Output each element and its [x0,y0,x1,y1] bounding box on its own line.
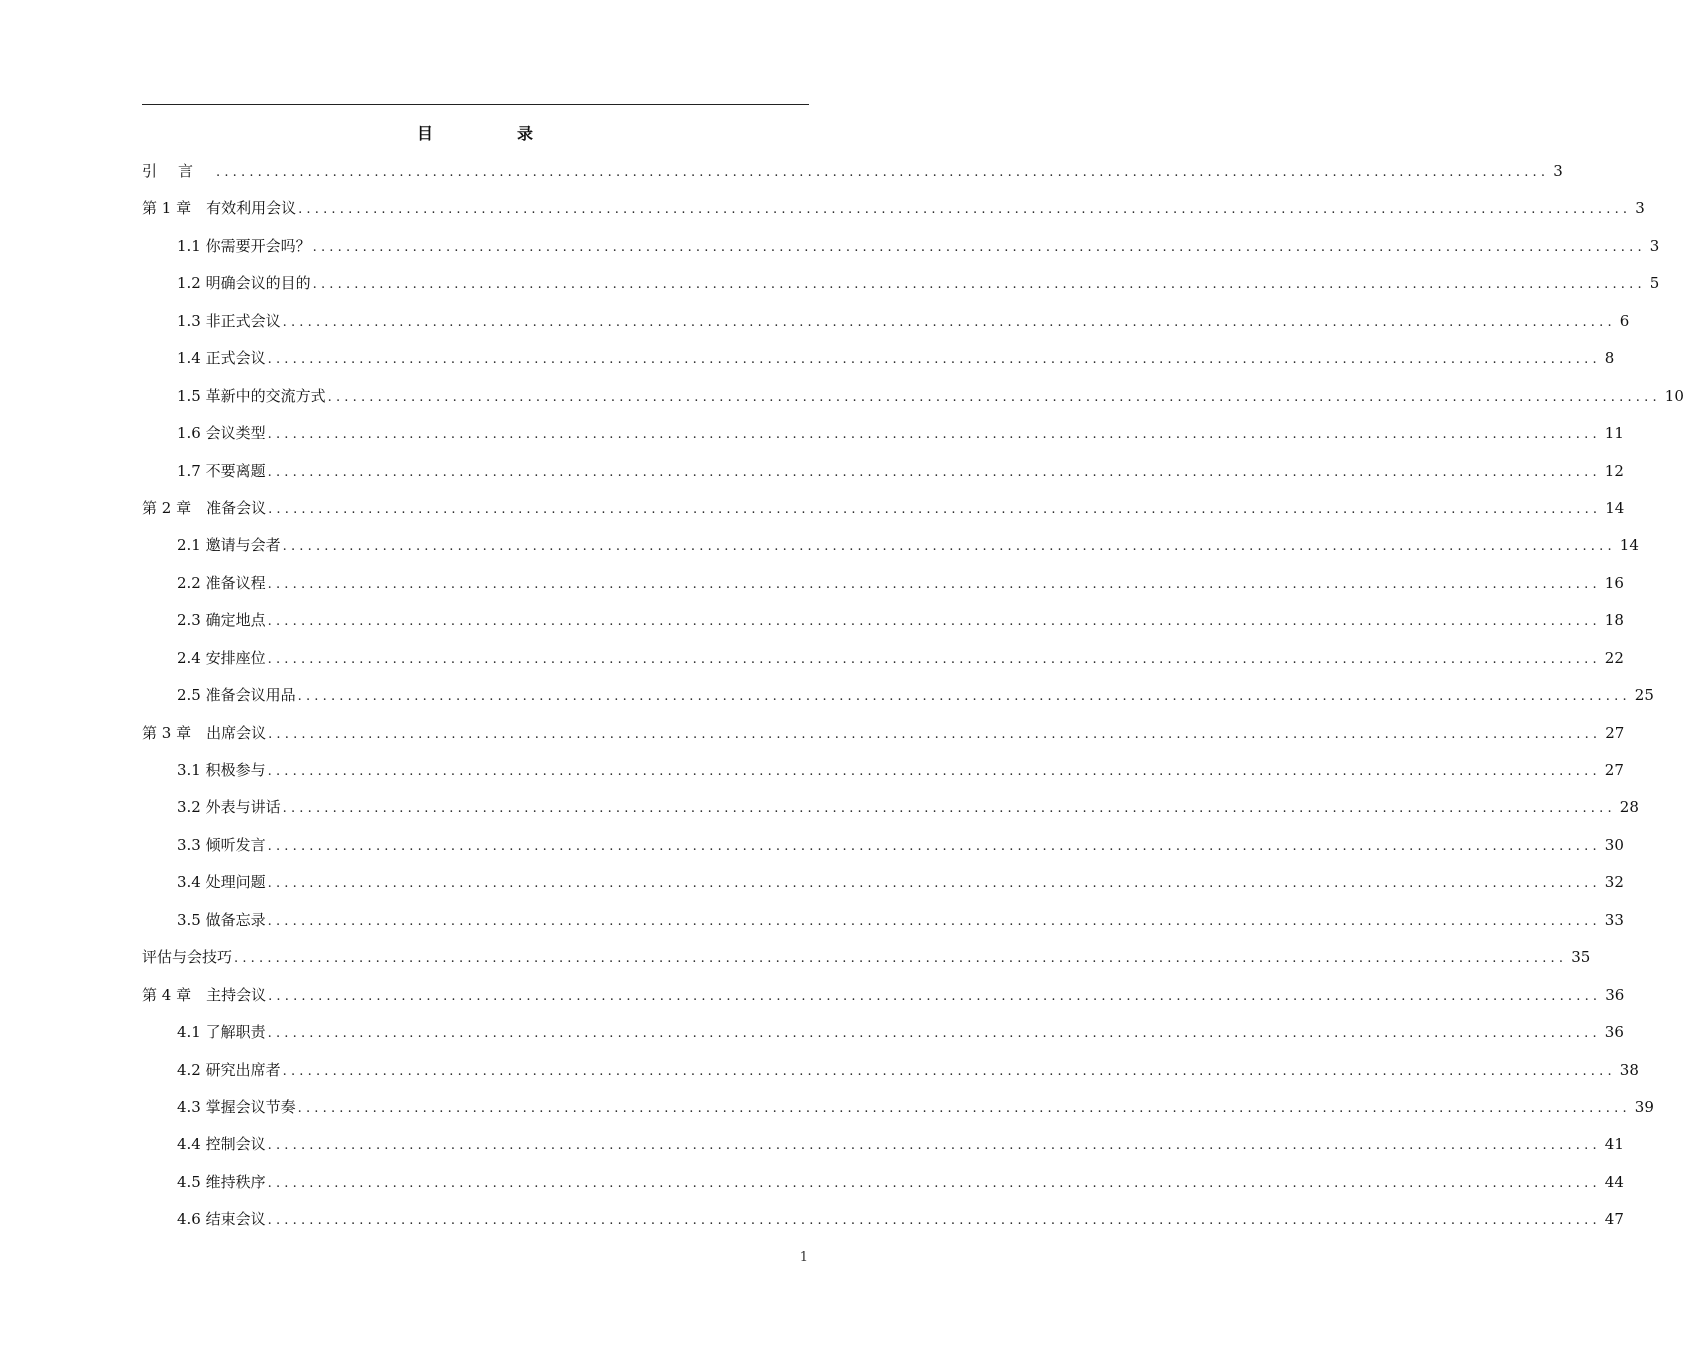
toc-entry-page: 27 [1604,761,1624,779]
toc-entry-page: 41 [1604,1135,1624,1154]
toc-entry[interactable] [142,159,1563,196]
dot-leader: ................................................................................................................................................................ [312,239,1646,255]
toc-entry-label: 4.5 维持秩序 [177,1172,266,1191]
dot-leader: ................................................................................................................................................................ [268,988,1602,1004]
toc-entry[interactable] [142,421,1624,458]
toc-entry[interactable] [142,945,1591,982]
dot-leader: ................................................................................................................................................................ [268,726,1602,742]
dot-leader: ................................................................................................................................................................ [298,202,1632,218]
toc-entry[interactable] [142,496,1625,533]
toc-entry-page: 8 [1604,349,1615,368]
toc-entry-label: 4.2 研究出席者 [177,1060,281,1079]
toc-entry-label: 1.3 非正式会议 [177,311,281,330]
toc-entry[interactable] [142,833,1624,870]
dot-leader: ................................................................................................................................................................ [268,501,1602,517]
toc-entry[interactable] [142,459,1624,496]
toc-entry-page: 36 [1605,985,1625,1004]
toc-entry-label: 3.1 积极参与 [177,761,266,779]
toc-entry-page: 22 [1604,648,1624,667]
toc-entry-page: 11 [1604,424,1624,443]
toc-entry[interactable] [142,271,1660,308]
toc-entry[interactable] [142,721,1625,758]
toc-entry-page: 3 [1553,162,1563,180]
toc-entry[interactable] [142,571,1624,608]
toc-entry[interactable] [142,346,1615,383]
dot-leader: ................................................................................................................................................................ [267,1213,1601,1229]
dot-leader: ................................................................................................................................................................ [312,277,1646,293]
toc-entry-label: 第 1 章 有效利用会议 [142,199,297,218]
toc-entry[interactable] [142,1170,1624,1207]
toc-entry-page: 10 [1664,386,1684,405]
toc-entry[interactable] [142,683,1654,720]
toc-entry-page: 44 [1604,1172,1624,1191]
dot-leader: ................................................................................................................................................................ [267,913,1601,929]
toc-entry-page: 30 [1604,835,1624,854]
toc-entry-page: 33 [1604,910,1624,929]
toc-entry-page: 39 [1634,1097,1654,1116]
toc-entry[interactable] [142,983,1625,1020]
dot-leader: ................................................................................................................................................................ [267,764,1601,779]
toc-entry[interactable] [142,795,1639,832]
toc-entry-page: 14 [1605,498,1625,517]
toc-entry-page: 14 [1619,536,1639,555]
toc-entry-label: 2.2 准备议程 [177,573,266,592]
toc-entry-page: 16 [1604,573,1624,592]
dot-leader: ................................................................................................................................................................ [267,464,1601,480]
toc-entry-page: 12 [1604,461,1624,480]
toc-entry-label: 2.1 邀请与会者 [177,536,281,555]
toc-entry-page: 35 [1571,948,1591,967]
dot-leader: ................................................................................................................................................................ [282,801,1616,817]
toc-entry-label: 2.4 安排座位 [177,648,266,667]
dot-leader: ................................................................................................................................................................ [282,1063,1616,1079]
dot-leader: ................................................................................................................................................................ [216,165,1550,180]
toc-entry-label: 4.1 了解职责 [177,1023,266,1042]
toc-entry[interactable] [142,608,1624,645]
dot-leader: ................................................................................................................................................................ [282,539,1616,555]
toc-entry-page: 32 [1604,873,1624,892]
toc-entry[interactable] [142,908,1624,945]
toc-entry-label: 1.5 革新中的交流方式 [177,386,326,405]
dot-leader: ................................................................................................................................................................ [282,314,1616,330]
toc-entry-page: 5 [1649,274,1660,293]
toc-entry-page: 3 [1649,236,1660,255]
toc-entry-label: 2.5 准备会议用品 [177,686,296,705]
dot-leader: ................................................................................................................................................................ [267,1026,1601,1042]
dot-leader: ................................................................................................................................................................ [267,614,1601,630]
dot-leader: ................................................................................................................................................................ [267,352,1601,368]
toc-entry-page: 6 [1619,311,1630,330]
header-rule [142,104,809,105]
toc-entry[interactable] [142,533,1639,570]
toc-entry-page: 36 [1604,1023,1624,1042]
toc-entry[interactable] [142,1132,1624,1169]
toc-entry[interactable] [142,234,1660,271]
dot-leader: ................................................................................................................................................................ [267,876,1601,892]
toc-entry[interactable] [142,1207,1624,1244]
dot-leader: ................................................................................................................................................................ [267,1138,1601,1154]
toc-entry-label: 第 4 章 主持会议 [142,985,267,1004]
toc-title: 目 录 [416,124,567,143]
toc-entry-label: 1.7 不要离题 [177,461,266,480]
toc-entry-page: 38 [1619,1060,1639,1079]
toc-entry-label: 1.4 正式会议 [177,349,266,368]
toc-entry-page: 28 [1619,798,1639,817]
toc-entry-page: 18 [1604,611,1624,630]
toc-entry[interactable] [142,196,1645,233]
toc-entry[interactable] [142,758,1624,795]
toc-entry-label: 3.2 外表与讲话 [177,798,281,817]
toc-entry-label: 3.3 倾听发言 [177,835,266,854]
toc-entry-label: 3.5 做备忘录 [177,910,266,929]
toc-entry-label: 4.6 结束会议 [177,1210,266,1229]
dot-leader: ................................................................................................................................................................ [267,651,1601,667]
dot-leader: ................................................................................................................................................................ [267,1175,1601,1191]
toc-entry-page: 27 [1605,723,1625,742]
page-number: 1 [799,1250,808,1265]
toc-entry-label: 1.6 会议类型 [177,424,266,443]
dot-leader: ................................................................................................................................................................ [327,389,1661,405]
toc-entry[interactable] [142,1058,1639,1095]
toc-entry-label: 1.1 你需要开会吗？ [177,236,311,255]
toc-entry[interactable] [142,384,1684,421]
toc-entry-page: 47 [1604,1210,1624,1229]
toc-entry-label: 2.3 确定地点 [177,611,266,630]
dot-leader: ................................................................................................................................................................ [234,951,1568,967]
dot-leader: ................................................................................................................................................................ [267,838,1601,854]
toc-entry-page: 3 [1635,199,1645,218]
toc-entry-label: 引言 [142,162,215,180]
toc-entry-label: 1.2 明确会议的目的 [177,274,311,293]
toc-entry-label: 3.4 处理问题 [177,873,266,892]
toc-entry-label: 评估与会技巧 [142,948,233,967]
dot-leader: ................................................................................................................................................................ [267,427,1601,443]
toc-entry-label: 第 3 章 出席会议 [142,723,267,742]
table-of-contents [142,159,1684,1245]
toc-entry-label: 4.3 掌握会议节奏 [177,1097,296,1116]
toc-entry[interactable] [142,1095,1654,1132]
dot-leader: ................................................................................................................................................................ [297,1100,1631,1116]
dot-leader: ................................................................................................................................................................ [267,576,1601,592]
toc-entry[interactable] [142,646,1624,683]
toc-entry[interactable] [142,309,1630,346]
toc-entry-label: 第 2 章 准备会议 [142,498,267,517]
dot-leader: ................................................................................................................................................................ [297,689,1631,705]
toc-entry[interactable] [142,1020,1624,1057]
toc-entry-page: 25 [1634,686,1654,705]
toc-entry-label: 4.4 控制会议 [177,1135,266,1154]
toc-entry[interactable] [142,870,1624,907]
